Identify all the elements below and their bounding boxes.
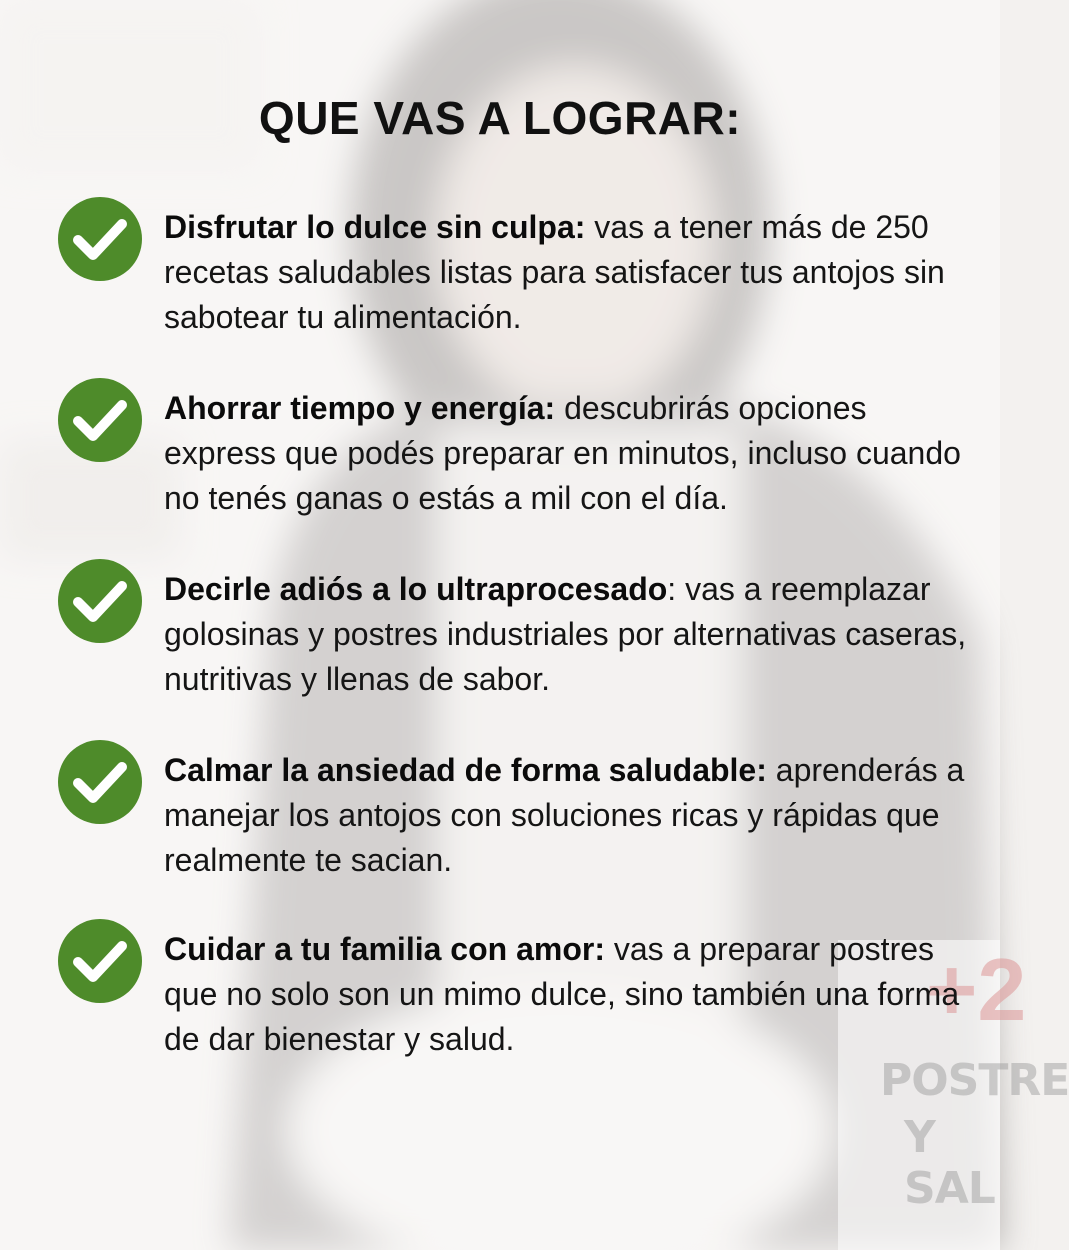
benefit-heading: Cuidar a tu familia con amor: bbox=[164, 931, 605, 967]
check-circle-icon bbox=[58, 559, 142, 643]
benefit-text bbox=[164, 927, 974, 1062]
page-title: QUE VAS A LOGRAR: bbox=[258, 92, 742, 144]
book-cover-line1: POSTRE bbox=[880, 1055, 1069, 1106]
benefit-heading: Decirle adiós a lo ultraprocesado bbox=[164, 571, 668, 607]
book-cover-line2: Y SAL bbox=[904, 1112, 995, 1214]
benefit-body: vas a preparar postres que no solo son un mimo dulce, sino también una forma de dar bienestar y salud. bbox=[164, 931, 960, 1057]
benefit-body: aprenderás a manejar los antojos con soluciones ricas y rápidas que realmente te sacian. bbox=[164, 752, 965, 878]
benefit-body: vas a tener más de 250 recetas saludables listas para satisfacer tus antojos sin sabotear tu alimentación. bbox=[164, 209, 945, 335]
benefit-body: : vas a reemplazar golosinas y postres industriales por alternativas caseras, nutritivas y llenas de sabor. bbox=[164, 571, 967, 697]
benefit-text bbox=[164, 567, 974, 702]
check-circle-icon bbox=[58, 919, 142, 1003]
benefit-heading: Ahorrar tiempo y energía: bbox=[164, 390, 556, 426]
benefit-text bbox=[164, 748, 974, 883]
benefit-text bbox=[164, 386, 974, 521]
check-circle-icon bbox=[58, 740, 142, 824]
benefit-heading: Calmar la ansiedad de forma saludable: bbox=[164, 752, 767, 788]
check-circle-icon bbox=[58, 197, 142, 281]
benefit-heading: Disfrutar lo dulce sin culpa: bbox=[164, 209, 586, 245]
book-cover-number: +2 bbox=[926, 940, 1027, 1039]
check-circle-icon bbox=[58, 378, 142, 462]
benefit-text bbox=[164, 205, 974, 340]
benefit-body: descubrirás opciones express que podés preparar en minutos, incluso cuando no tenés ganas o estás a mil con el día. bbox=[164, 390, 961, 516]
